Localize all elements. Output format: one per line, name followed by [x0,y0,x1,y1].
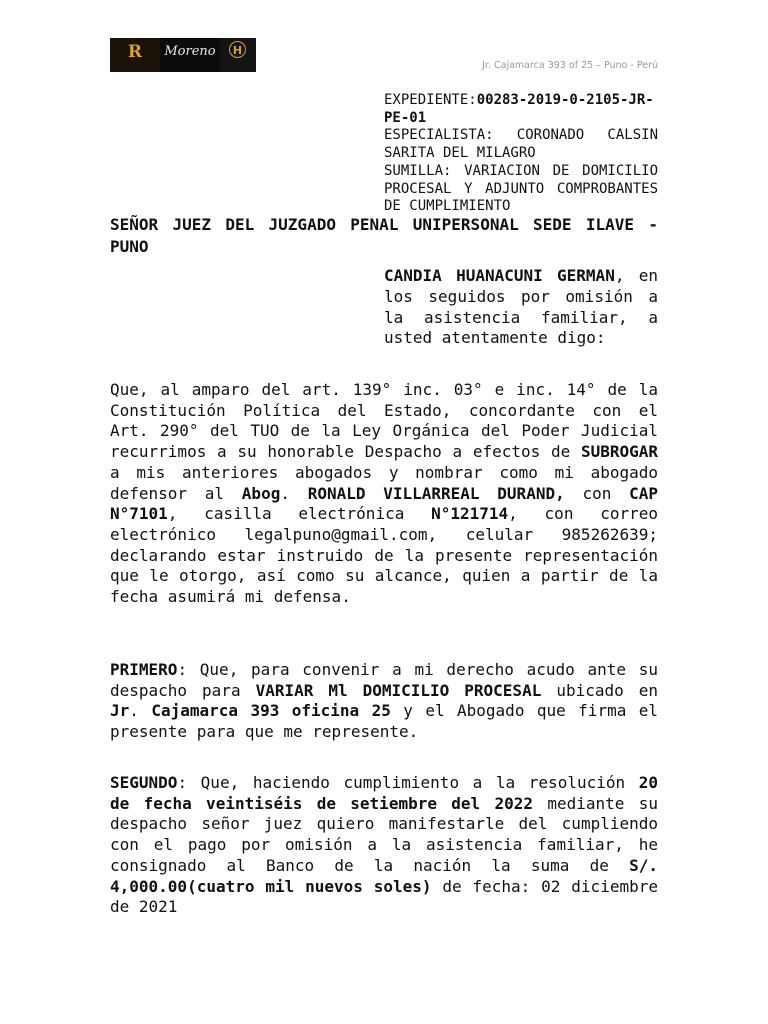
expediente-line: EXPEDIENTE:00283-2019-0-2105-JR-PE-01 [384,92,654,126]
expediente-number: 00283-2019-0-2105-JR-PE-01 [384,92,654,126]
especialista-line: ESPECIALISTA: CORONADO CALSIN SARITA DEL MILAGRO [384,127,658,162]
sumilla-line: SUMILLA: VARIACION DE DOMICILIO PROCESAL Y ADJUNTO COMPROBANTES DE CUMPLIMIENTO [384,162,658,215]
paragraph-segundo: SEGUNDO: Que, haciendo cumplimiento a la resolución 20 de fecha veintiséis de setiembre del 2022 mediante su despacho señor juez quiero manifestarle del cumpliendo con el pago por omisión a la asistencia familiar, he consignado al Banco de la nación la suma de S/. 4,000.00(cuatro mil nuevos soles) de fecha: 02 diciembre de 2021 [110,773,659,917]
logo-bar [110,38,256,72]
party-intro: CANDIA HUANACUNI GERMAN, en los seguidos por omisión a la asistencia familiar, a usted atentamente digo: [384,266,658,348]
case-metadata [384,92,658,216]
page-header [110,38,658,76]
paragraph-primero: PRIMERO: Que, para convenir a mi derecho acudo ante su despacho para VARIAR Ml DOMICILIO PROCESAL ubicado en Jr. Cajamarca 393 oficina 25 y el Abogado que firma el presente para que me represente. [110,660,659,742]
paragraph-subrogation: Que, al amparo del art. 139° inc. 03° e inc. 14° de la Constitución Política del Estado, concordante con el Art. 290° del TUO de la Ley Orgánica del Poder Judicial recurrimos a su honorable Despacho a efectos de SUBROGAR a mis anteriores abogados y nombrar como mi abogado defensor al Abog. RONALD VILLARREAL DURAND, con CAP N°7101, casilla electrónica N°121714, con correo electrónico legalpuno@gmail.com, celular 985262639; declarando estar instruido de la presente representación que le otorgo, así como su alcance, quien a partir de la fecha asumirá mi defensa. [110,380,659,607]
party-name: CANDIA HUANACUNI GERMAN [384,266,615,285]
addressee-heading: SEÑOR JUEZ DEL JUZGADO PENAL UNIPERSONAL SEDE ILAVE - PUNO [110,215,658,256]
moreno-abogados-logo: Moreno [160,38,220,72]
header-address: Jr. Cajamarca 393 of 25 – Puno - Perú [482,60,658,71]
justice-logo: R [110,38,160,72]
honore-logo: H [220,38,256,72]
